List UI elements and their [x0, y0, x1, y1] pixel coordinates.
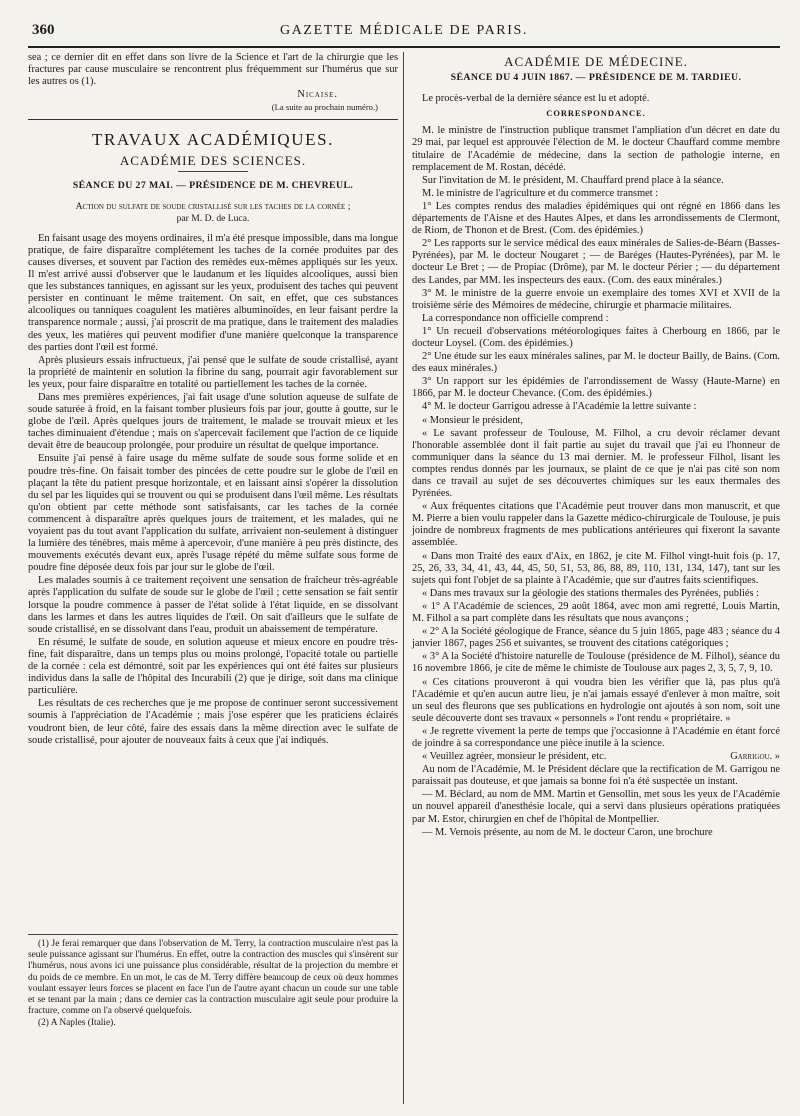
paragraph: « 2° A la Société géologique de France, séance du 5 juin 1865, page 483 ; séance du 4 janvier 1867, pages 256 et suivantes, se trouvent des citations catégoriques ; [412, 626, 780, 650]
paragraph: Au nom de l'Académie, M. le Président déclare que la rectification de M. Garrigou ne paraissait pas douteuse, et que jamais sa bonne foi n'a été suspectée un instant. [412, 764, 780, 788]
footnotes [28, 934, 398, 1031]
paragraph: Après plusieurs essais infructueux, j'ai pensé que le sulfate de soude cristallisé, ayant la propriété de maintenir en solution la fibrine du sang, pourrait agir favorablement sur les yeux, pour faire disparaître en totalité ou partiellement les taches de la cornée. [28, 354, 398, 390]
footnote-rule [28, 934, 398, 935]
correspondance-body [412, 125, 780, 838]
paragraph: « 3° A la Société d'histoire naturelle de Toulouse (présidence de M. Filhol), séance du 16 novembre 1866, je cite de même le chimiste de Toulouse aux pages 2, 3, 5, 7, 9, 10. [412, 651, 780, 675]
paragraph: 4° M. le docteur Garrigou adresse à l'Académie la lettre suivante : [422, 401, 697, 413]
footnote: (2) A Naples (Italie). [38, 1018, 116, 1029]
paragraph: En faisant usage des moyens ordinaires, il m'a été presque impossible, dans ma longue pratique, de faire disparaître complétement les taches de la cornée produites par des causes diverses, et souvent par l'action des remèdes eux-mêmes appliqués sur les yeux. Il m'est arrivé aussi d'observer que le laudanum et les liquides alcooliques, aussi bien que les substances tanniques, en agissant sur les yeux, produisent des taches qui peuvent persister en continuant le même traitement. On sait, en effet, que ces substances alcooliques ou tanniques coagulent les matières albuminoïdes, en leur faisant perdre la transparence normale ; aussi, j'ai proscrit de ma pratique, dans le traitement des maladies des yeux, les matières qui peuvent modifier d'une manière quelconque la transparence des parties dont l'œil est formé. [28, 232, 398, 353]
paragraph: « Monsieur le président, [422, 414, 523, 426]
short-rule [178, 171, 248, 172]
article-body [28, 233, 398, 747]
article-title [28, 201, 398, 225]
right-column [412, 52, 780, 840]
to-be-continued: (La suite au prochain numéro.) [271, 102, 378, 113]
footnote: (1) Je ferai remarquer que dans l'observation de M. Terry, la contraction musculaire n'est pas la seule puissance agissant sur l'humérus. En effet, outre la contraction des muscles qui s'insèrent sur l'humérus, nous avons ici une puissance plus considérable, résultat de la projection du membre et du poids de ce membre. En un mot, le cas de M. Terry diffère beaucoup de ceux où deux hommes voulant essayer leurs forces se placent en face l'un de l'autre ayant chacun un coude sur une table et se tenant par la main ; dans ce dernier cas la contraction musculaire agit seule pour produire la fracture, comme on l'a observé quelquefois. [28, 939, 398, 1017]
paragraph: 1° Un recueil d'observations météorologiques faites à Cherbourg en 1866, par le docteur Loysel. (Com. des épidémies.) [412, 325, 780, 349]
paragraph: Les résultats de ces recherches que je me propose de continuer seront successivement soumis à l'appréciation de l'Académie ; mais j'ose espérer que les praticiens éclairés voudront bien, de leur côté, faire des essais dans la même direction avec le sulfate de soude cristallisé, pour ajouter de nouveaux faits à ceux que j'ai indiqués. [28, 698, 398, 746]
paragraph: « 1° A l'Académie de sciences, 29 août 1864, avec mon ami regretté, Louis Martin, M. Filhol a sa part complète dans les résultats que nous avançons ; [412, 600, 780, 625]
paragraph: « Dans mon Traité des eaux d'Aix, en 1862, je cite M. Filhol vingt-huit fois (p. 17, 25, 26, 33, 34, 41, 43, 44, 45, 50, 51, 53, 86, 88, 89, 110, 131, 134, 147), tant sur les sujets qui font l'objet de sa plainte à l'Académie, que sur d'autres faits scientifiques. [412, 550, 780, 586]
paragraph: La correspondance non officielle comprend : [422, 312, 609, 324]
paragraph: 3° Un rapport sur les épidémies de l'arrondissement de Wassy (Haute-Marne) en 1866, par M. le docteur Chevance. (Com. des épidémies.) [412, 376, 780, 400]
paragraph: — M. Béclard, au nom de MM. Martin et Gensollin, met sous les yeux de l'Académie un nouvel appareil d'anesthésie locale, qui a servi dans plusieurs opérations pratiquées par M. Estor, chirurgien en chef de l'hôpital de Montpellier. [412, 789, 780, 825]
closing-line [412, 751, 780, 763]
article-author: par M. D. de Luca. [176, 212, 250, 224]
section-title: TRAVAUX ACADÉMIQUES. [91, 130, 334, 150]
seance-line: SÉANCE DU 4 JUIN 1867. — PRÉSIDENCE DE M. TARDIEU. [450, 72, 742, 84]
continuation-text: sea ; ce dernier dit en effet dans son livre de la Science et l'art de la chirurgie que les fractures par cause musculaire se rencontrent plus fréquemment sur l'humérus que sur les autres os (1). [28, 52, 398, 88]
paragraph: « Le savant professeur de Toulouse, M. Filhol, a cru devoir réclamer devant l'honorable assemblée dont il fait partie au sujet du travail que j'ai eu l'honneur de communiquer dans la séance du 13 mai dernier. M. le professeur Filhol, lisant les comptes rendus donnés par les journaux, se plaint de ce que je n'ai pas cité son nom dans ce travail au sujet de ses découvertes chimiques sur les eaux thermales des Pyrénées. [412, 427, 780, 500]
paragraph: Ensuite j'ai pensé à faire usage du même sulfate de soude sous forme solide et en poudre très-fine. On faisait tomber des pincées de cette poudre sur le globe de l'œil en plaçant la tête du patient presque horizontale, et en laissant ainsi s'opérer la dissolution du sel par les liquides qui se trouvent ou qui se produisent dans l'œil même. Les résultats qu'on obtient par cette méthode sont satisfaisants, car les taches de la cornée commencent à disparaître après quelques jours de traitement, et les malades, qui ne voyaient pas du tout avant l'application du sulfate, arrivaient non-seulement à distinguer la lumière des ténèbres, mais même à apercevoir, d'une manière à peu près distincte, des mouvements exécutés devant eux, après l'usage répété du même sulfate sous forme de poudre fine déposée deux fois par jour sur le globe de l'œil. [28, 453, 398, 574]
page-header [28, 18, 780, 44]
page-number: 360 [32, 22, 55, 38]
signature: Nicaise. [297, 89, 338, 101]
paragraph: M. le ministre de l'agriculture et du commerce transmet : [422, 187, 659, 199]
left-column [28, 52, 398, 748]
article-title-text: Action du sulfate de soude cristallisé sur les taches de la cornée ; [75, 200, 351, 212]
paragraph: Les malades soumis à ce traitement reçoivent une sensation de fraîcheur très-agréable après l'application du sulfate de soude sur le globe de l'œil ; cette sensation se fait sentir lorsque la poudre commence à passer de l'état solide à l'état liquide, en se dissolvant dans les larmes et dans les autres liquides de l'œil. On sait d'ailleurs que le sulfate de soude cristallisé, en se dissolvant dans l'eau, produit un abaissement de température. [28, 575, 398, 635]
correspondance-label: CORRESPONDANCE. [546, 109, 646, 119]
academy-sciences-heading: ACADÉMIE DES SCIENCES. [119, 152, 307, 168]
column-rule [403, 52, 404, 1104]
paragraph: « Aux fréquentes citations que l'Académie peut trouver dans mon manuscrit, et que M. Pierre a bien voulu rappeler dans la Gazette médico-chirurgicale de Toulouse, je puis joindre de nombreux fragments de mes publications antérieures qui fixeront la savante assemblée. [412, 501, 780, 549]
paragraph: « Dans mes travaux sur la géologie des stations thermales des Pyrénées, publiés : [422, 587, 760, 599]
paragraph: 1° Les comptes rendus des maladies épidémiques qui ont régné en 1866 dans les départements de l'Aisne et des Hautes Alpes, et dans les arrondissements de Clermont, de Riom, de Thonon et de Brest. (Com. des épidémies.) [412, 200, 780, 237]
paragraph: M. le ministre de l'instruction publique transmet l'ampliation d'un décret en date du 29 mai, par lequel est approuvée l'élection de M. le docteur Chauffard comme membre titulaire de l'Académie de médecine, dans la section de pathologie interne, en remplacement de M. Rostan, décédé. [412, 125, 780, 173]
minutes-line: Le procès-verbal de la dernière séance est lu et adopté. [422, 93, 650, 105]
paragraph: En résumé, le sulfate de soude, en solution aqueuse et mieux encore en poudre très-fine, fait disparaître, dans un temps plus ou moins prolongé, l'opacité totale ou partielle de la cornée : cela est démontré, soit par les expériences qui ont été faites sur plusieurs individus dans la salle de l'hôpital des Incurabili (2) que je dirige, soit dans ma clinique particulière. [28, 636, 398, 697]
closing-text: « Veuillez agréer, monsieur le président, etc. [422, 751, 607, 763]
section-rule [28, 119, 398, 120]
running-head: GAZETTE MÉDICALE DE PARIS. [280, 23, 528, 38]
paragraph: 3° M. le ministre de la guerre envoie un exemplaire des tomes XVI et XVII de la troisième série des Mémoires de médecine, chirurgie et pharmacie militaires. [412, 287, 780, 311]
seance-line: SÉANCE DU 27 MAI. — PRÉSIDENCE DE M. CHEVREUL. [72, 179, 354, 191]
closing-signature: Garrigou. » [730, 751, 780, 763]
academy-medicine-heading: ACADÉMIE DE MÉDECINE. [504, 54, 688, 69]
paragraph: Dans mes premières expériences, j'ai fait usage d'une solution aqueuse de sulfate de soude saturée à froid, en la faisant tomber plusieurs fois par jour, goutte à goutte, sur le globe de l'œil. Après quelques jours de traitement, le malade se trouvait mieux et les taches diminuaient d'étendue ; mais on s'apercevait facilement que l'action de ce liquide devait être de beaucoup prolongée, pour produire un résultat de quelque importance. [28, 391, 398, 452]
paragraph: 2° Une étude sur les eaux minérales salines, par M. le docteur Bailly, de Bains. (Com. des eaux minérales.) [412, 351, 780, 375]
paragraph: « Je regrette vivement la perte de temps que j'occasionne à l'Académie en étant forcé de joindre à sa correspondance une pièce inutile à la science. [412, 725, 780, 749]
paragraph: — M. Vernois présente, au nom de M. le docteur Caron, une brochure [422, 826, 713, 838]
header-rule [28, 46, 780, 48]
paragraph: Sur l'invitation de M. le président, M. Chauffard prend place à la séance. [422, 174, 724, 186]
paragraph: « Ces citations prouveront à qui voudra bien les vérifier que là, pas plus qu'à l'Académie et qu'en aucun autre lieu, je n'ai jamais essayé d'enlever à mon maître, soit un seul des fleurons que ses publications en hydrologie ont ajoutés à son nom, soit une seule découverte dont ses travaux « personnels » l'ont rendu « propriétaire. » [412, 676, 780, 724]
paragraph: 2° Les rapports sur le service médical des eaux minérales de Salies-de-Béarn (Basses-Pyrénées), par M. le docteur Nougaret ; — de Baréges (Hautes-Pyrénées), par M. le docteur Le Bret ; — de Propiac (Drôme), par M. le docteur Périer ; — du département des Landes, par MM. les inspecteurs des eaux. (Com. des eaux minérales.) [412, 238, 780, 286]
